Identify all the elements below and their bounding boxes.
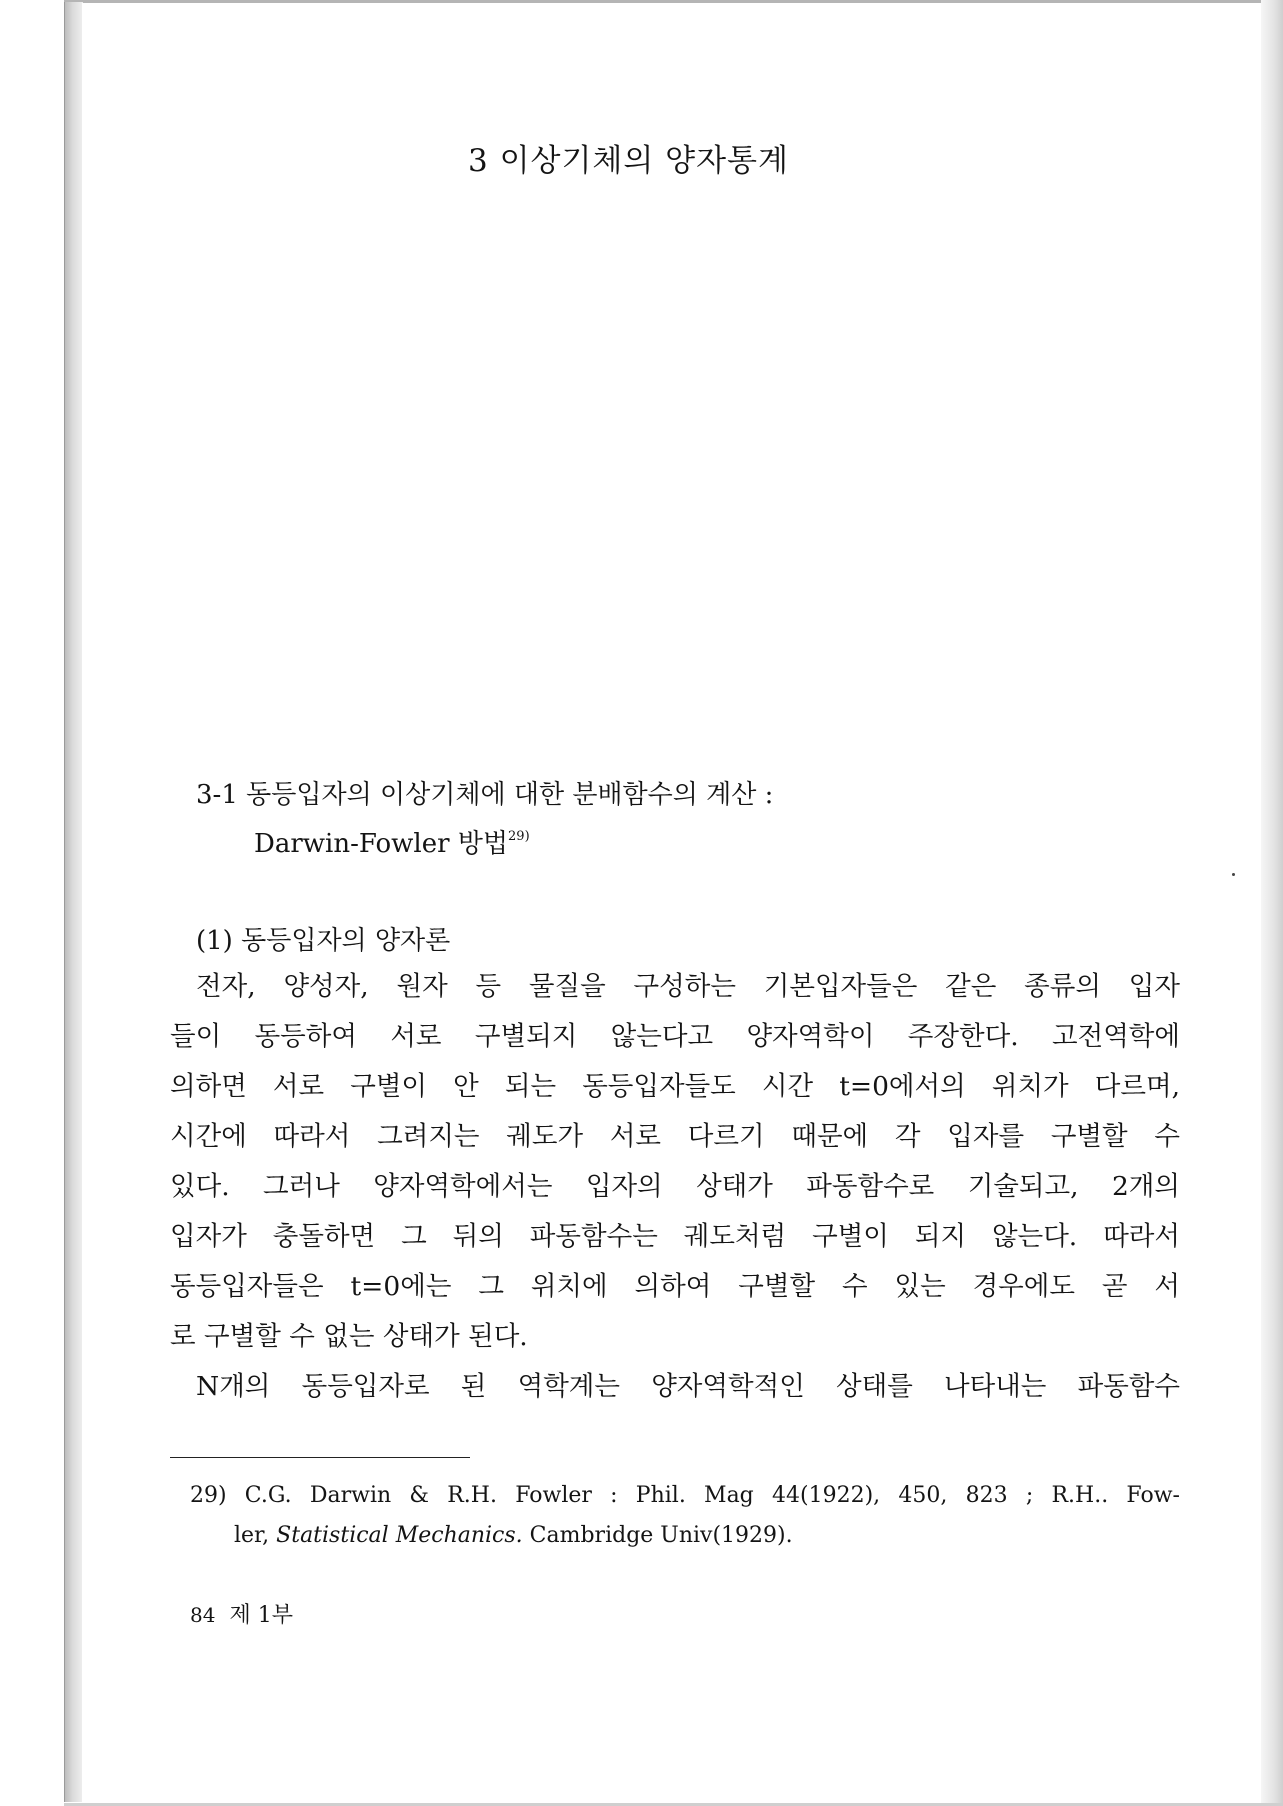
paragraph-line: 있다. 그러나 양자역학에서는 입자의 상태가 파동함수로 기술되고, 2개의: [170, 1171, 1180, 1202]
footnote-29: [190, 1476, 1180, 1556]
paragraph-line: 들이 동등하여 서로 구별되지 않는다고 양자역학이 주장한다. 고전역학에: [170, 1021, 1180, 1052]
page-number: 84: [190, 1603, 216, 1627]
paragraph-2-line: N개의 동등입자로 된 역학계는 양자역학적인 상태를 나타내는 파동함수: [196, 1371, 1180, 1402]
paragraph-line: 의하면 서로 구별이 안 되는 동등입자들도 시간 t=0에서의 위치가 다르며,: [170, 1071, 1180, 1102]
paragraph-line: 로 구별할 수 없는 상태가 된다.: [170, 1321, 528, 1352]
part-label: 제 1부: [229, 1603, 293, 1628]
scan-speck: [1232, 873, 1235, 876]
footnote-line: [190, 1516, 1180, 1556]
section-heading-line2: [254, 823, 530, 860]
chapter-title: 3 이상기체의 양자통계: [468, 143, 789, 179]
page-footer: [190, 1598, 293, 1629]
footnote-text: Cambridge Univ(1929).: [522, 1523, 793, 1548]
footnote-line: 29) C.G. Darwin & R.H. Fowler : Phil. Mag 44(1922), 450, 823 ; R.H.. Fow-: [190, 1483, 1180, 1508]
subsection-heading: (1) 동등입자의 양자론: [196, 926, 451, 956]
paragraph-line: 입자가 충돌하면 그 뒤의 파동함수는 궤도처럼 구별이 되지 않는다. 따라서: [170, 1221, 1180, 1252]
paragraph-1: [170, 962, 1180, 1412]
page-edge-left: [64, 2, 83, 1802]
footnote-reference[interactable]: 29): [508, 829, 530, 844]
footnote-divider: [170, 1457, 470, 1458]
section-heading-line1: 3-1 동등입자의 이상기체에 대한 분배함수의 계산 :: [196, 780, 774, 810]
section-heading-method: Darwin-Fowler 방법: [254, 829, 509, 859]
footnote-text: ler,: [234, 1523, 277, 1548]
paragraph-line: 시간에 따라서 그려지는 궤도가 서로 다르기 때문에 각 입자를 구별할 수: [170, 1121, 1180, 1152]
paragraph-line: 전자, 양성자, 원자 등 물질을 구성하는 기본입자들은 같은 종류의 입자: [196, 971, 1180, 1002]
footnote-book-title: Statistical Mechanics.: [276, 1523, 523, 1548]
paragraph-line: 동등입자들은 t=0에는 그 위치에 의하여 구별할 수 있는 경우에도 곧 서: [170, 1271, 1180, 1302]
page-edge-right: [1261, 0, 1283, 1806]
